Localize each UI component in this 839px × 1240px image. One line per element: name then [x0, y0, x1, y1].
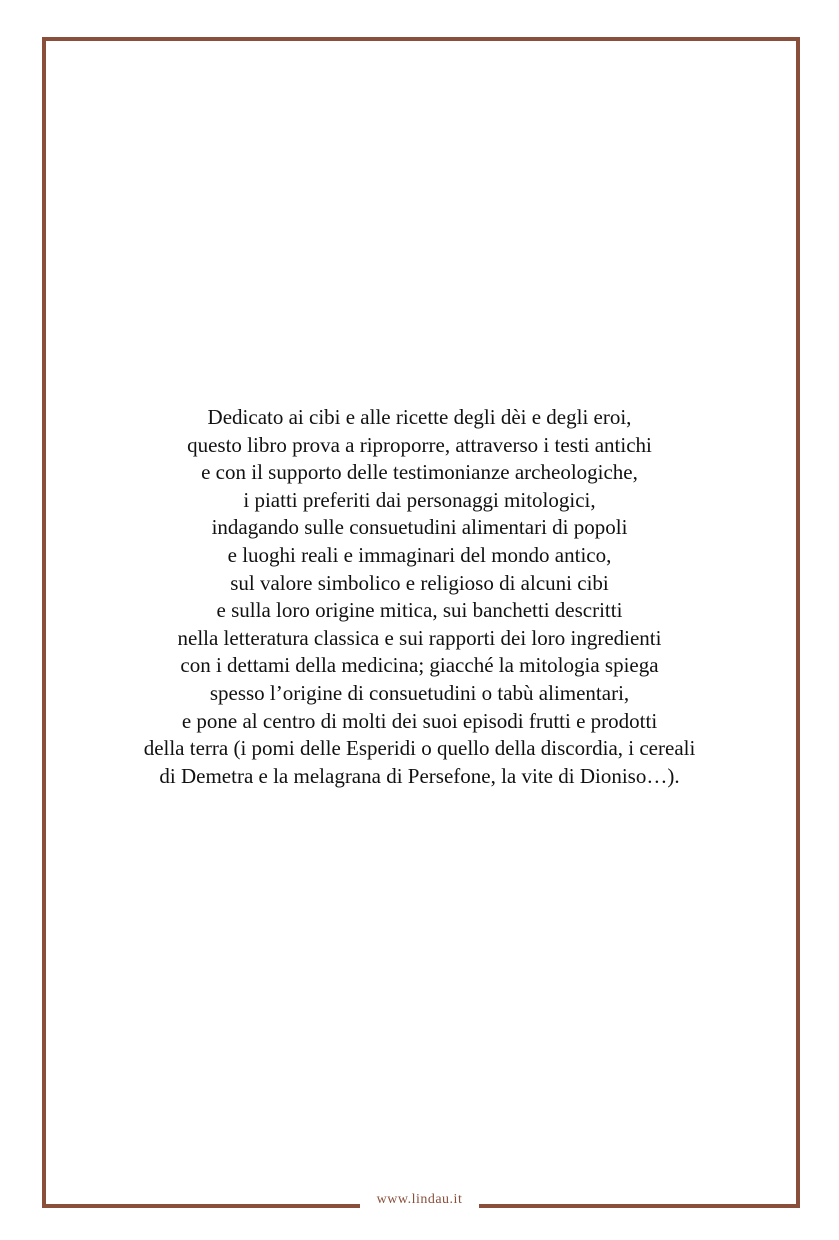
blurb-line: e pone al centro di molti dei suoi episodi frutti e prodotti	[181, 708, 658, 733]
blurb-line: Dedicato ai cibi e alle ricette degli dèi e degli eroi,	[207, 405, 632, 429]
blurb-line: i piatti preferiti dai personaggi mitologici,	[243, 487, 596, 512]
blurb-line: e con il supporto delle testimonianze archeologiche,	[201, 460, 638, 485]
blurb-line: nella letteratura classica e sui rapporti dei loro ingredienti	[177, 625, 662, 650]
blurb-line: questo libro prova a riproporre, attraverso i testi antichi	[187, 432, 652, 457]
back-cover-blurb	[0, 404, 839, 790]
blurb-line: della terra (i pomi delle Esperidi o quello della discordia, i cereali	[143, 736, 696, 761]
blurb-line: e luoghi reali e immaginari del mondo antico,	[227, 542, 612, 567]
blurb-line: di Demetra e la melagrana di Persefone, la vite di Dioniso…).	[159, 763, 680, 788]
blurb-line: con i dettami della medicina; giacché la mitologia spiega	[180, 653, 659, 678]
blurb-line: spesso l’origine di consuetudini o tabù alimentari,	[209, 680, 630, 705]
blurb-line: e sulla loro origine mitica, sui banchetti descritti	[216, 598, 623, 623]
publisher-website-link[interactable]: www.lindau.it	[360, 1190, 479, 1210]
blurb-line: indagando sulle consuetudini alimentari di popoli	[211, 515, 628, 540]
blurb-line: sul valore simbolico e religioso di alcuni cibi	[230, 570, 609, 595]
